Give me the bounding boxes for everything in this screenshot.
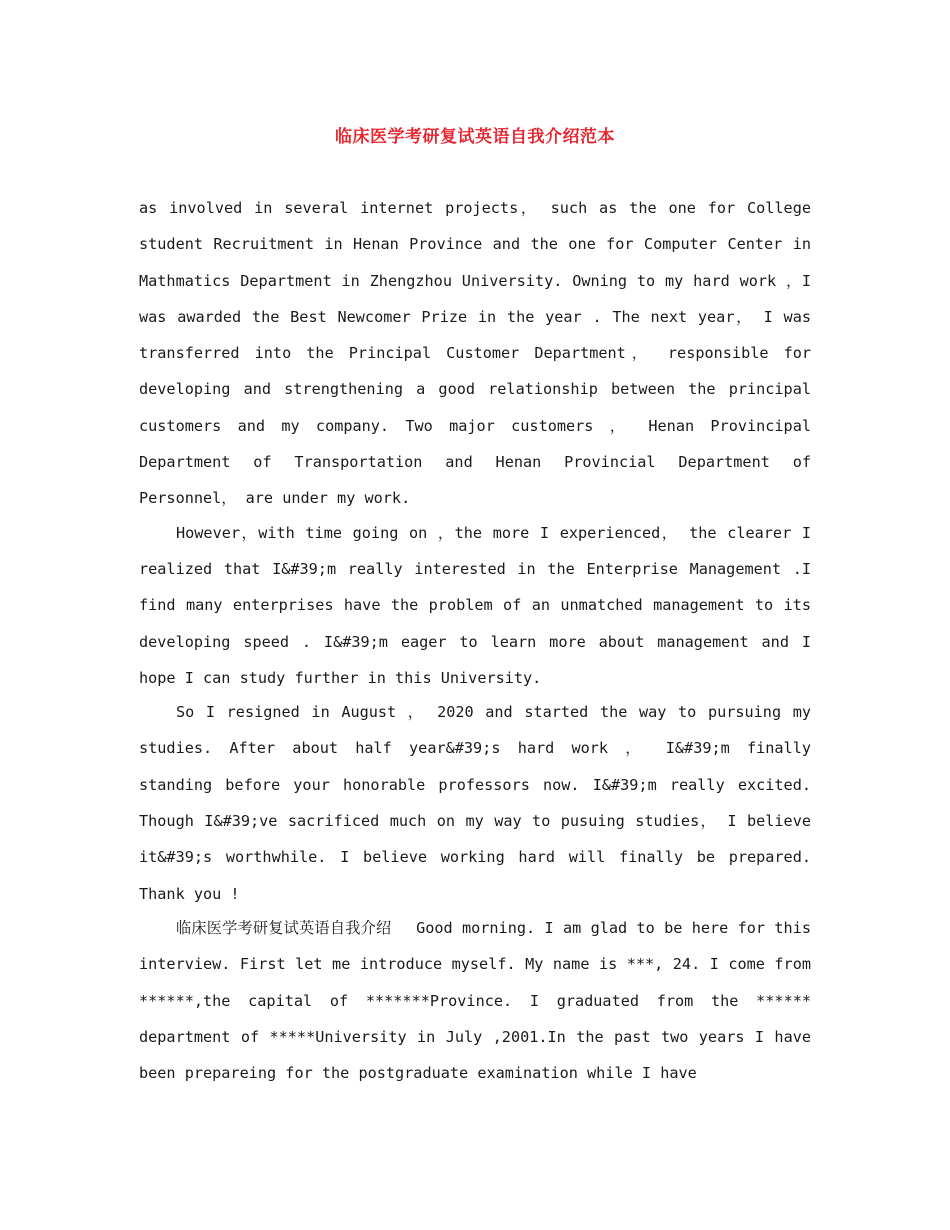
paragraph-1: as involved in several internet projects， such as the one for College student Recruitment in Henan Province and the one for Computer Center in Mathmatics Department in Zhengzhou University. Owning to my hard work ，I was awarded the Best Newcomer Prize in the year . The next year， I was transferred into the Principal Customer Department， responsible for developing and strengthening a good relationship between the principal customers and my company. Two major customers ， Henan Provincipal Department of Transportation and Henan Provincial Department of Personnel， are under my work. xyxy=(139,199,811,508)
paragraph-3: So I resigned in August ， 2020 and started the way to pursuing my studies. After about half year&#39;s hard work ， I&#39;m finally standing before your honorable professors now. I&#39;m really excited. Though I&#39;ve sacrificed much on my way to pusuing studies， I believe it&#39;s worthwhile. I believe working hard will finally be prepared. Thank you ! xyxy=(139,703,811,903)
paragraph-2: However，with time going on ，the more I experienced， the clearer I realized that I&#39;m really interested in the Enterprise Management .I find many enterprises have the problem of an unmatched management to its developing speed . I&#39;m eager to learn more about management and I hope I can study further in this University. xyxy=(139,523,811,687)
document-title: 临床医学考研复试英语自我介绍范本 xyxy=(335,127,615,147)
document-body xyxy=(139,190,811,1089)
paragraph-4: 临床医学考研复试英语自我介绍 Good morning. I am glad to be here for this interview. First let me introduce myself. My name is ***, 24. I come from ******,the capital of *******Province. I graduated from the ****** department of *****University in July ,2001.In the past two years I have been prepareing for the postgraduate examination while I have xyxy=(139,918,811,1083)
